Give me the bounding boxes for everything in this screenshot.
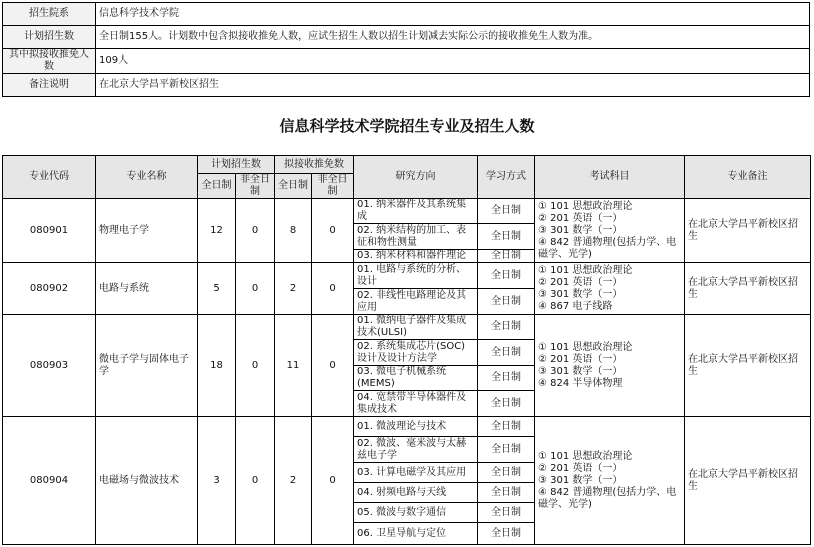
exam-subject-item: ③ 301 数学（一） xyxy=(538,224,623,236)
exam-subject-item: ③ 301 数学（一） xyxy=(538,474,623,486)
research-direction: 03. 计算电磁学及其应用 xyxy=(354,463,478,483)
info-label: 招生院系 xyxy=(3,3,96,26)
info-value: 全日制155人。计划数中包含拟接收推免人数，应试生招生人数以招生计划减去实际公示的接收推免生人数为准。 xyxy=(96,26,810,49)
header-plan-parttime: 非全日制 xyxy=(236,174,275,199)
research-direction: 04. 宽禁带半导体器件及集成技术 xyxy=(354,391,478,417)
major-name: 电磁场与微波技术 xyxy=(96,417,198,545)
exam-subject-item: ② 201 英语（一） xyxy=(538,353,623,365)
info-value: 109人 xyxy=(96,49,810,74)
plan-fulltime: 3 xyxy=(198,417,236,545)
research-direction: 06. 卫星导航与定位 xyxy=(354,523,478,545)
header-mode: 学习方式 xyxy=(478,156,535,199)
research-direction: 02. 系统集成芯片(SOC)设计及设计方法学 xyxy=(354,340,478,366)
plan-parttime: 0 xyxy=(236,417,275,545)
research-direction: 03. 纳米材料和器件理论 xyxy=(354,250,478,263)
header-recommend: 拟接收推免数 xyxy=(275,156,354,174)
exam-subject-item: ① 101 思想政治理论 xyxy=(538,200,633,212)
info-row xyxy=(3,3,810,26)
info-value: 在北京大学昌平新校区招生 xyxy=(96,74,810,97)
study-mode: 全日制 xyxy=(478,289,535,315)
info-row xyxy=(3,49,810,74)
table-row xyxy=(3,199,811,224)
plan-fulltime: 18 xyxy=(198,315,236,417)
rec-fulltime: 11 xyxy=(275,315,312,417)
major-table xyxy=(2,155,811,545)
header-direction: 研究方向 xyxy=(354,156,478,199)
major-name: 电路与系统 xyxy=(96,263,198,315)
header-name: 专业名称 xyxy=(96,156,198,199)
major-name: 微电子学与固体电子学 xyxy=(96,315,198,417)
exam-subject-item: ① 101 思想政治理论 xyxy=(538,341,633,353)
info-label: 计划招生数 xyxy=(3,26,96,49)
research-direction: 04. 射频电路与天线 xyxy=(354,483,478,503)
info-value: 信息科学技术学院 xyxy=(96,3,810,26)
research-direction: 01. 纳米器件及其系统集成 xyxy=(354,199,478,224)
header-code: 专业代码 xyxy=(3,156,96,199)
study-mode: 全日制 xyxy=(478,523,535,545)
study-mode: 全日制 xyxy=(478,199,535,224)
major-remark: 在北京大学昌平新校区招生 xyxy=(685,417,811,545)
plan-fulltime: 12 xyxy=(198,199,236,263)
exam-subject-item: ② 201 英语（一） xyxy=(538,212,623,224)
research-direction: 02. 纳米结构的加工、表征和物性测量 xyxy=(354,224,478,250)
research-direction: 01. 微纳电子器件及集成技术(ULSI) xyxy=(354,315,478,340)
research-direction: 02. 非线性电路理论及其应用 xyxy=(354,289,478,315)
rec-parttime: 0 xyxy=(312,199,354,263)
info-row xyxy=(3,26,810,49)
header-rec-parttime: 非全日制 xyxy=(312,174,354,199)
exam-subject-item: ③ 301 数学（一） xyxy=(538,288,623,300)
exam-subjects xyxy=(535,263,685,315)
table-row xyxy=(3,263,811,289)
header-rec-fulltime: 全日制 xyxy=(275,174,312,199)
study-mode: 全日制 xyxy=(478,417,535,437)
exam-subject-item: ④ 842 普通物理(包括力学、电磁学、光学) xyxy=(538,486,677,510)
exam-subjects xyxy=(535,417,685,545)
exam-subject-item: ① 101 思想政治理论 xyxy=(538,450,633,462)
header-subjects: 考试科目 xyxy=(535,156,685,199)
study-mode: 全日制 xyxy=(478,503,535,523)
exam-subject-item: ② 201 英语（一） xyxy=(538,462,623,474)
exam-subject-item: ④ 842 普通物理(包括力学、电磁学、光学) xyxy=(538,236,677,260)
major-name: 物理电子学 xyxy=(96,199,198,263)
header-plan: 计划招生数 xyxy=(198,156,275,174)
rec-parttime: 0 xyxy=(312,417,354,545)
study-mode: 全日制 xyxy=(478,437,535,463)
study-mode: 全日制 xyxy=(478,463,535,483)
plan-parttime: 0 xyxy=(236,199,275,263)
rec-parttime: 0 xyxy=(312,315,354,417)
study-mode: 全日制 xyxy=(478,391,535,417)
plan-parttime: 0 xyxy=(236,263,275,315)
rec-fulltime: 8 xyxy=(275,199,312,263)
study-mode: 全日制 xyxy=(478,263,535,289)
major-code: 080901 xyxy=(3,199,96,263)
table-row xyxy=(3,417,811,437)
rec-parttime: 0 xyxy=(312,263,354,315)
study-mode: 全日制 xyxy=(478,483,535,503)
study-mode: 全日制 xyxy=(478,340,535,366)
rec-fulltime: 2 xyxy=(275,263,312,315)
major-code: 080902 xyxy=(3,263,96,315)
major-remark: 在北京大学昌平新校区招生 xyxy=(685,199,811,263)
page-title: 信息科学技术学院招生专业及招生人数 xyxy=(279,117,535,135)
header-remark: 专业备注 xyxy=(685,156,811,199)
major-remark: 在北京大学昌平新校区招生 xyxy=(685,315,811,417)
study-mode: 全日制 xyxy=(478,315,535,340)
research-direction: 03. 微电子机械系统(MEMS) xyxy=(354,366,478,391)
table-row xyxy=(3,315,811,340)
study-mode: 全日制 xyxy=(478,224,535,250)
study-mode: 全日制 xyxy=(478,250,535,263)
exam-subject-item: ① 101 思想政治理论 xyxy=(538,264,633,276)
header-plan-fulltime: 全日制 xyxy=(198,174,236,199)
research-direction: 01. 微波理论与技术 xyxy=(354,417,478,437)
major-code: 080903 xyxy=(3,315,96,417)
major-remark: 在北京大学昌平新校区招生 xyxy=(685,263,811,315)
study-mode: 全日制 xyxy=(478,366,535,391)
research-direction: 02. 微波、毫米波与太赫兹电子学 xyxy=(354,437,478,463)
major-code: 080904 xyxy=(3,417,96,545)
exam-subject-item: ④ 824 半导体物理 xyxy=(538,377,623,389)
exam-subjects xyxy=(535,315,685,417)
research-direction: 05. 微波与数字通信 xyxy=(354,503,478,523)
exam-subject-item: ③ 301 数学（一） xyxy=(538,365,623,377)
exam-subject-item: ② 201 英语（一） xyxy=(538,276,623,288)
info-row xyxy=(3,74,810,97)
plan-fulltime: 5 xyxy=(198,263,236,315)
research-direction: 01. 电路与系统的分析、设计 xyxy=(354,263,478,289)
info-label: 备注说明 xyxy=(3,74,96,97)
info-label: 其中拟接收推免人数 xyxy=(3,49,96,74)
exam-subjects xyxy=(535,199,685,263)
plan-parttime: 0 xyxy=(236,315,275,417)
info-table xyxy=(2,2,810,97)
exam-subject-item: ④ 867 电子线路 xyxy=(538,300,613,312)
rec-fulltime: 2 xyxy=(275,417,312,545)
